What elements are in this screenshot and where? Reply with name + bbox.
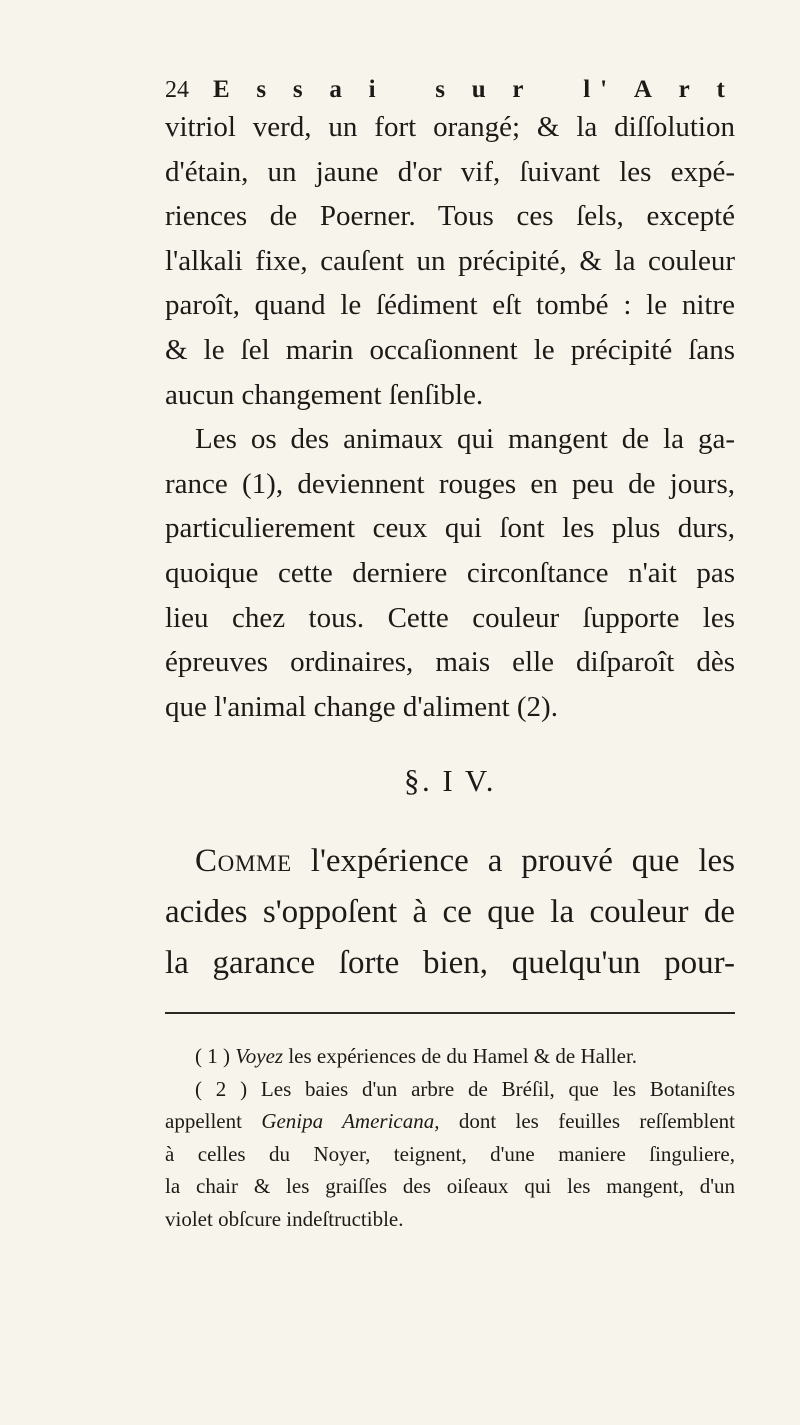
text-line: riences de Poerner. Tous ces ſels, excepté [165, 200, 735, 233]
text-line: acides s'oppoſent à ce que la couleur de [165, 894, 735, 930]
footnote-2: ( 2 ) Les baies d'un arbre de Bréſil, que les Botaniſtes [195, 1076, 735, 1101]
footnote-2-line: la chair & les graiſſes des oiſeaux qui les mangent, d'un [165, 1174, 735, 1198]
page-header [165, 72, 735, 108]
text-line: lieu chez tous. Cette couleur ſupporte les [165, 601, 735, 634]
main-text [165, 105, 735, 729]
section-heading: §. I V. [403, 763, 496, 798]
text-line: particulierement ceux qui ſont les plus durs, [165, 512, 735, 545]
text-line: paroît, quand le ſédiment eſt tombé : le nitre [165, 289, 735, 322]
text-line: épreuves ordinaires, mais elle diſparoît dès [165, 646, 735, 679]
text-line: que l'animal change d'aliment (2). [165, 690, 558, 723]
text-line: aucun changement ſenſible. [165, 378, 484, 411]
text-line: l'alkali fixe, cauſent un précipité, & la couleur [165, 244, 735, 277]
text-line: rance (1), deviennent rouges en peu de jours, [165, 467, 735, 500]
first-word: Comme [195, 843, 292, 879]
text-line: quoique cette derniere circonſtance n'ait pas [165, 556, 735, 589]
footnote-rule [165, 1012, 735, 1014]
page-number: 24 [165, 76, 189, 103]
footnote-2-line: appellent Genipa Americana, dont les feuilles reſſemblent [165, 1109, 735, 1133]
footnote-1: ( 1 ) Voyez les expériences de du Hamel & de Haller. [195, 1044, 638, 1068]
text-line: la garance ſorte bien, quelqu'un pour- [165, 945, 735, 981]
text-line: d'étain, un jaune d'or vif, ſuivant les expé- [165, 155, 735, 188]
text-line: vitriol verd, un fort orangé; & la diſſolution [165, 111, 735, 143]
footnote-2-line: violet obſcure indeſtructible. [165, 1206, 404, 1231]
text-line: Comme l'expérience a prouvé que les [195, 843, 735, 879]
text-line: Les os des animaux qui mangent de la ga- [195, 423, 735, 456]
text-line: & le ſel marin occaſionnent le précipité ſans [165, 333, 735, 366]
running-title: E s s a i s u r l' A r t [213, 76, 735, 103]
section-text [165, 836, 735, 989]
footnotes [165, 1040, 735, 1235]
footnote-2-line: à celles du Noyer, teignent, d'une maniere ſinguliere, [165, 1141, 735, 1166]
